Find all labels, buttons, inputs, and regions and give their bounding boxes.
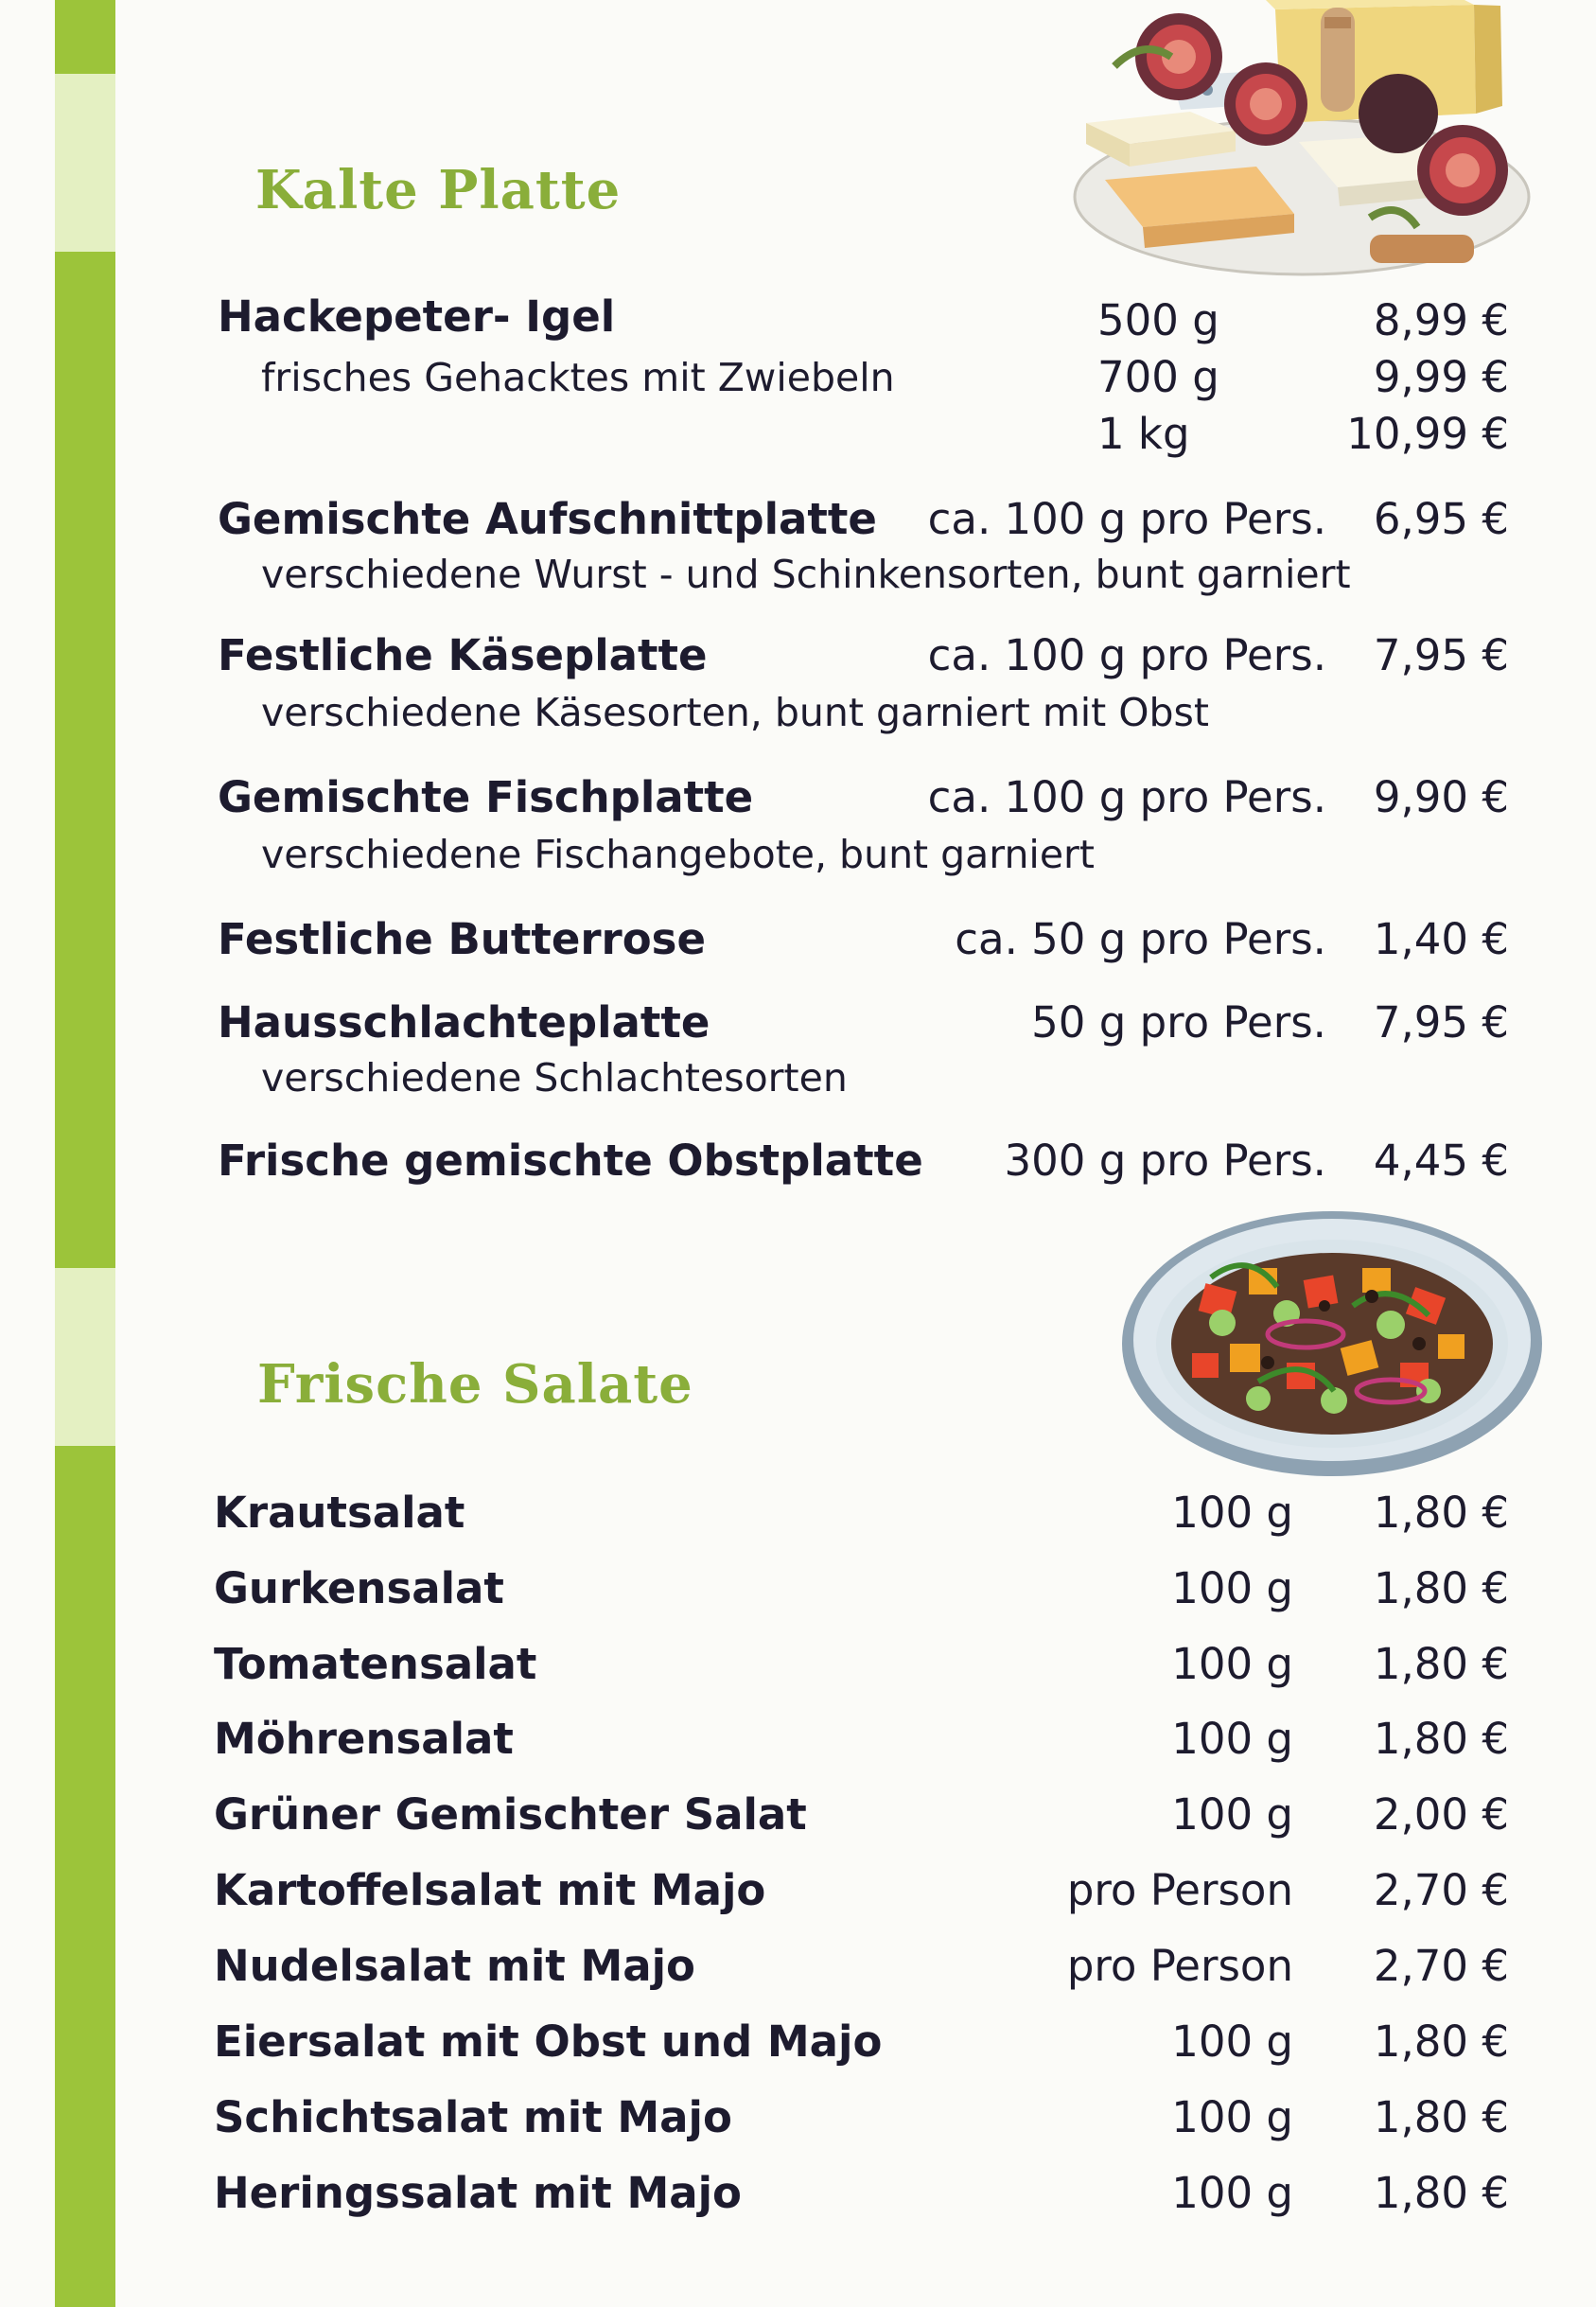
- salad-quantity: 100 g: [1171, 1639, 1293, 1689]
- salad-name: Krautsalat: [214, 1488, 465, 1538]
- item-price: 1,40 €: [1373, 914, 1509, 964]
- salad-quantity: 100 g: [1171, 2016, 1293, 2067]
- salad-price: 1,80 €: [1373, 1714, 1509, 1764]
- item-name: Hausschlachteplatte: [218, 997, 710, 1048]
- salad-name: Tomatensalat: [214, 1639, 537, 1689]
- item-quantity: 1 kg: [1097, 409, 1190, 459]
- item-quantity: ca. 100 g pro Pers.: [927, 630, 1326, 680]
- salad-quantity: 100 g: [1171, 2168, 1293, 2218]
- section-title-kalte-platte: Kalte Platte: [255, 159, 622, 221]
- salad-quantity: pro Person: [1066, 1941, 1293, 1991]
- salad-quantity: 100 g: [1171, 2092, 1293, 2142]
- salad-price: 1,80 €: [1373, 1563, 1509, 1613]
- item-price: 4,45 €: [1373, 1136, 1509, 1186]
- salad-name: Schichtsalat mit Majo: [214, 2092, 732, 2142]
- salad-quantity: pro Person: [1066, 1865, 1293, 1915]
- item-price: 8,99 €: [1373, 295, 1509, 345]
- item-name: Gemischte Aufschnittplatte: [218, 494, 877, 544]
- item-price: 9,90 €: [1373, 772, 1509, 822]
- salad-name: Heringssalat mit Majo: [214, 2168, 742, 2218]
- item-description: verschiedene Schlachtesorten: [261, 1055, 848, 1101]
- stripe-segment: [55, 252, 115, 1268]
- stripe-segment: [55, 1446, 115, 2307]
- cheese-platter-image: [1058, 0, 1540, 284]
- salad-quantity: 100 g: [1171, 1563, 1293, 1613]
- item-quantity: ca. 100 g pro Pers.: [927, 772, 1326, 822]
- item-name: Frische gemischte Obstplatte: [218, 1136, 923, 1186]
- item-quantity: 50 g pro Pers.: [1031, 997, 1326, 1048]
- salad-price: 1,80 €: [1373, 2016, 1509, 2067]
- item-quantity: 500 g: [1097, 295, 1219, 345]
- salad-name: Möhrensalat: [214, 1714, 514, 1764]
- item-price: 6,95 €: [1373, 494, 1509, 544]
- stripe-segment: [55, 74, 115, 252]
- item-quantity: ca. 50 g pro Pers.: [955, 914, 1326, 964]
- salad-quantity: 100 g: [1171, 1789, 1293, 1840]
- salad-price: 1,80 €: [1373, 2092, 1509, 2142]
- salad-name: Eiersalat mit Obst und Majo: [214, 2016, 883, 2067]
- item-name: Hackepeter- Igel: [218, 291, 616, 342]
- stripe-segment: [55, 1268, 115, 1446]
- salad-bowl-image: [1116, 1202, 1552, 1486]
- salad-name: Gurkensalat: [214, 1563, 504, 1613]
- section-title-frische-salate: Frische Salate: [257, 1353, 693, 1416]
- salad-price: 2,70 €: [1373, 1941, 1509, 1991]
- item-name: Festliche Butterrose: [218, 914, 706, 964]
- salad-name: Nudelsalat mit Majo: [214, 1941, 695, 1991]
- item-description: frisches Gehacktes mit Zwiebeln: [261, 355, 895, 400]
- salad-price: 1,80 €: [1373, 1488, 1509, 1538]
- item-description: verschiedene Käsesorten, bunt garniert mit Obst: [261, 690, 1209, 735]
- salad-quantity: 100 g: [1171, 1714, 1293, 1764]
- item-price: 10,99 €: [1346, 409, 1509, 459]
- item-description: verschiedene Fischangebote, bunt garniert: [261, 832, 1095, 877]
- stripe-segment: [55, 0, 115, 74]
- salad-price: 2,00 €: [1373, 1789, 1509, 1840]
- item-quantity: ca. 100 g pro Pers.: [927, 494, 1326, 544]
- item-quantity: 300 g pro Pers.: [1004, 1136, 1326, 1186]
- salad-name: Grüner Gemischter Salat: [214, 1789, 807, 1840]
- salad-quantity: 100 g: [1171, 1488, 1293, 1538]
- item-price: 7,95 €: [1373, 997, 1509, 1048]
- item-price: 7,95 €: [1373, 630, 1509, 680]
- item-name: Gemischte Fischplatte: [218, 772, 754, 822]
- salad-price: 2,70 €: [1373, 1865, 1509, 1915]
- item-description: verschiedene Wurst - und Schinkensorten, bunt garniert: [261, 552, 1351, 597]
- item-quantity: 700 g: [1097, 352, 1219, 402]
- item-price: 9,99 €: [1373, 352, 1509, 402]
- salad-price: 1,80 €: [1373, 1639, 1509, 1689]
- salad-name: Kartoffelsalat mit Majo: [214, 1865, 766, 1915]
- item-name: Festliche Käseplatte: [218, 630, 708, 680]
- salad-price: 1,80 €: [1373, 2168, 1509, 2218]
